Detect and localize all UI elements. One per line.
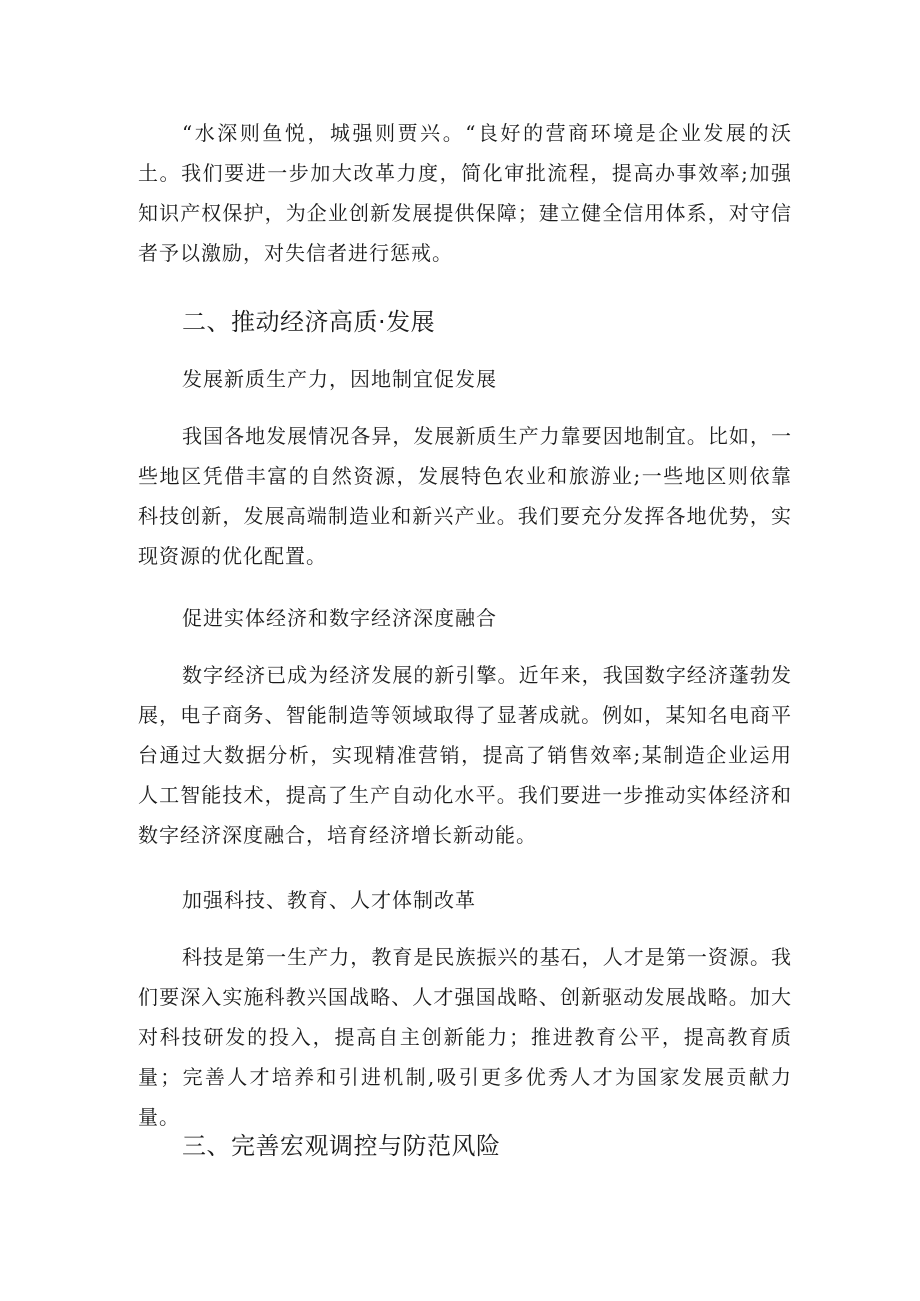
paragraph-new-productivity: 我国各地发展情况各异，发展新质生产力靠要因地制宜。比如，一些地区凭借丰富的自然资源，发展特色农业和旅游业;一些地区则依靠科技创新，发展高端制造业和新兴产业。我们要充分发挥各地优势，实现资源的优化配置。: [138, 424, 792, 568]
subheading-new-productivity: 发展新质生产力，因地制宜促发展: [182, 367, 497, 391]
section-heading-2: 二、推动经济高质·发展: [182, 308, 436, 336]
section-heading-3: 三、完善宏观调控与防范风险: [182, 1132, 501, 1160]
subheading-reform: 加强科技、教育、人才体制改革: [182, 888, 476, 912]
paragraph-business-environment: “水深则鱼悦，城强则贾兴。“良好的营商环境是企业发展的沃土。我们要进一步加大改革力度，简化审批流程，提高办事效率;加强知识产权保护，为企业创新发展提供保障；建立健全信用体系，对守信者予以激励，对失信者进行惩戒。: [138, 121, 792, 265]
subheading-digital-economy: 促进实体经济和数字经济深度融合: [182, 606, 497, 630]
paragraph-reform: 科技是第一生产力，教育是民族振兴的基石，人才是第一资源。我们要深入实施科教兴国战略、人才强国战略、创新驱动发展战略。加大对科技研发的投入，提高自主创新能力；推进教育公平，提高教育质量；完善人才培养和引进机制,吸引更多优秀人才为国家发展贡献力量。: [138, 945, 792, 1129]
paragraph-digital-economy: 数字经济已成为经济发展的新引擎。近年来，我国数字经济蓬勃发展，电子商务、智能制造等领域取得了显著成就。例如，某知名电商平台通过大数据分析，实现精准营销，提高了销售效率;某制造企业运用人工智能技术，提高了生产自动化水平。我们要进一步推动实体经济和数字经济深度融合，培育经济增长新动能。: [138, 663, 792, 847]
